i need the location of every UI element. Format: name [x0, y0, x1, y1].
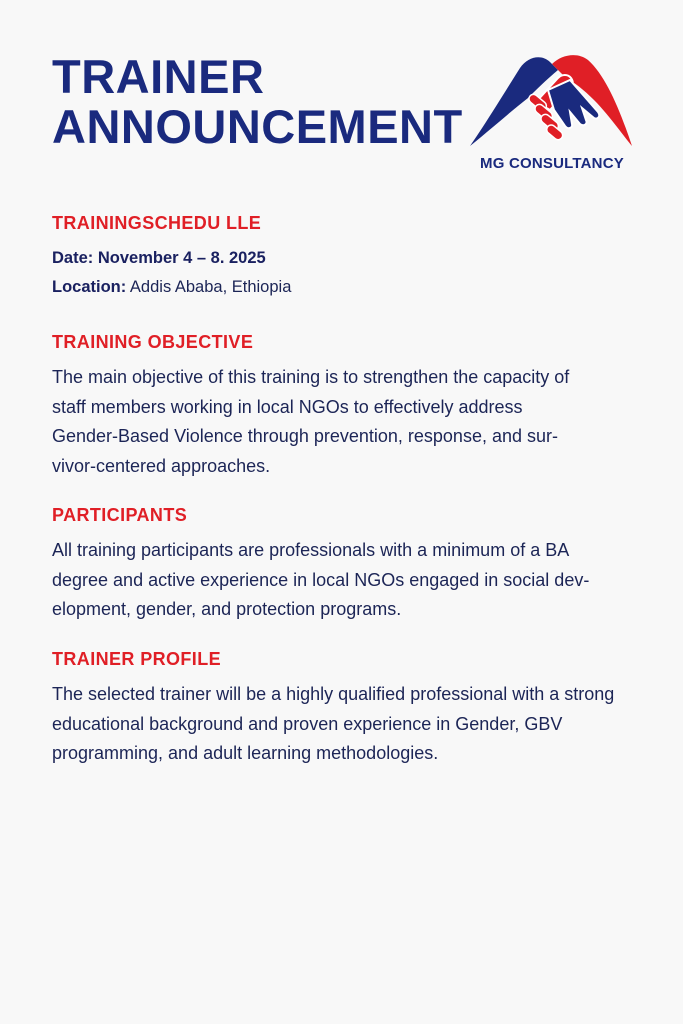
text-line: All training participants are professionals with a minimum of a BA	[52, 540, 570, 560]
text-line: The selected trainer will be a highly qualified professional with a strong	[52, 684, 615, 704]
title-line-1: TRAINER	[52, 50, 265, 103]
text-line: staff members working in local NGOs to effectively address	[52, 396, 523, 417]
location-label: Location:	[52, 278, 127, 296]
participants-section	[52, 505, 642, 625]
training-schedule-section	[52, 213, 642, 302]
mg-consultancy-logo	[458, 50, 648, 180]
objective-text	[52, 363, 642, 481]
trainer-profile-section	[52, 649, 642, 769]
logo-finger	[545, 123, 565, 141]
trainer-profile-text	[52, 680, 642, 769]
location-value: Addis Ababa, Ethiopia	[126, 278, 292, 296]
text-line: vivor-centered approaches.	[52, 455, 271, 476]
participants-text	[52, 536, 642, 625]
text-line: degree and active experience in local NGOs engaged in social dev-	[52, 569, 590, 590]
handshake-mountain-icon	[458, 50, 648, 160]
text-line: The main objective of this training is to strengthen the capacity of	[52, 367, 570, 387]
training-objective-section	[52, 332, 642, 481]
text-line: programming, and adult learning methodologies.	[52, 743, 439, 763]
date-text: Date: November 4 – 8. 2025	[52, 249, 266, 267]
schedule-date	[52, 244, 642, 273]
text-line: educational background and proven experience in Gender, GBV	[52, 713, 563, 734]
trainer-profile-heading: TRAINER PROFILE	[52, 649, 222, 669]
title-line-2: ANNOUNCEMENT	[52, 100, 463, 153]
participants-heading: PARTICIPANTS	[52, 505, 188, 525]
text-line: elopment, gender, and protection programs.	[52, 599, 402, 619]
schedule-location	[52, 273, 642, 302]
objective-heading: TRAINING OBJECTIVE	[52, 332, 254, 352]
text-line: Gender-Based Violence through prevention, response, and sur-	[52, 426, 558, 446]
page-title	[52, 52, 463, 152]
schedule-heading: TRAININGSCHEDU LLE	[52, 213, 262, 233]
logo-company-name: MG CONSULTANCY	[480, 155, 624, 172]
